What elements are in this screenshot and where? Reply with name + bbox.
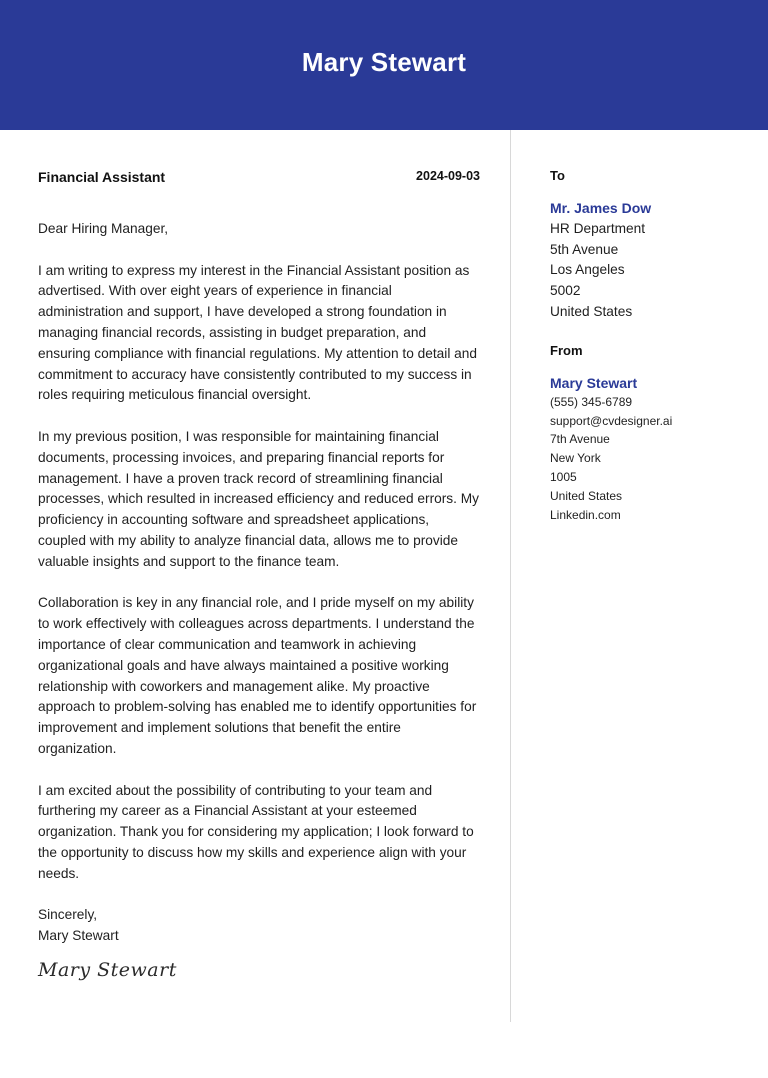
paragraph-3: Collaboration is key in any financial role, and I pride myself on my ability to work effectively with colleagues across departments. I understand the importance of clear communication and teamwork in achieving organizational goals and have always maintained a positive working relationship with coworkers and management alike. My proactive approach to problem-solving has enabled me to identify opportunities for improvement and implement solutions that benefit the entire organization.	[38, 595, 477, 756]
column-divider	[510, 130, 511, 1022]
closing-name: Mary Stewart	[38, 928, 119, 944]
sender-zip: 1005	[550, 469, 577, 484]
recipient-block	[550, 198, 750, 323]
to-label: To	[550, 168, 565, 183]
sender-name: Mary Stewart	[550, 374, 638, 391]
closing-block	[38, 905, 480, 947]
closing-phrase: Sincerely,	[38, 907, 98, 923]
paragraph-4: I am excited about the possibility of contributing to your team and furthering my career as a Financial Assistant at your esteemed organization. Thank you for considering my application; I look forward to the opportunity to discuss how my skills and experience align with your needs.	[38, 782, 474, 881]
recipient-street: 5th Avenue	[550, 241, 619, 257]
recipient-name: Mr. James Dow	[550, 200, 652, 216]
recipient-zip: 5002	[550, 283, 581, 299]
letter-date: 2024-09-03	[416, 169, 480, 183]
header-banner	[0, 0, 768, 130]
from-label: From	[550, 342, 583, 358]
job-row	[38, 169, 480, 189]
signature: Mary Stewart	[38, 958, 177, 981]
sender-country: United States	[550, 488, 623, 503]
applicant-name: Mary Stewart	[301, 47, 467, 77]
sender-city: New York	[550, 451, 601, 466]
sender-email[interactable]: support@cvdesigner.ai	[550, 413, 673, 428]
recipient-country: United States	[550, 303, 633, 319]
paragraph-2: In my previous position, I was responsible for maintaining financial documents, processing invoices, and preparing financial reports for management. I have a proven track record of streamlining financial processes, which resulted in increased efficiency and reduced errors. My proficiency in accounting software and spreadsheet applications, coupled with my ability to analyze financial data, allows me to provide valuable insights and support to the finance team.	[38, 428, 480, 569]
recipient-city: Los Angeles	[550, 262, 625, 278]
letter-body	[38, 169, 480, 981]
paragraph-1: I am writing to express my interest in the Financial Assistant position as advertised. With over eight years of experience in financial administration and support, I have developed a strong foundation in managing financial records, assisting in budget preparation, and ensuring compliance with financial regulations. My attention to detail and commitment to accuracy have consistently contributed to my success in roles requiring meticulous financial oversight.	[38, 262, 478, 403]
recipient-department: HR Department	[550, 220, 646, 236]
job-title: Financial Assistant	[38, 169, 166, 185]
sender-street: 7th Avenue	[550, 432, 610, 447]
sender-linkedin-link[interactable]: Linkedin.com	[550, 507, 621, 522]
salutation: Dear Hiring Manager,	[38, 221, 169, 236]
sender-phone[interactable]: (555) 345-6789	[550, 394, 633, 409]
sender-block	[550, 373, 750, 525]
sidebar	[550, 168, 750, 524]
